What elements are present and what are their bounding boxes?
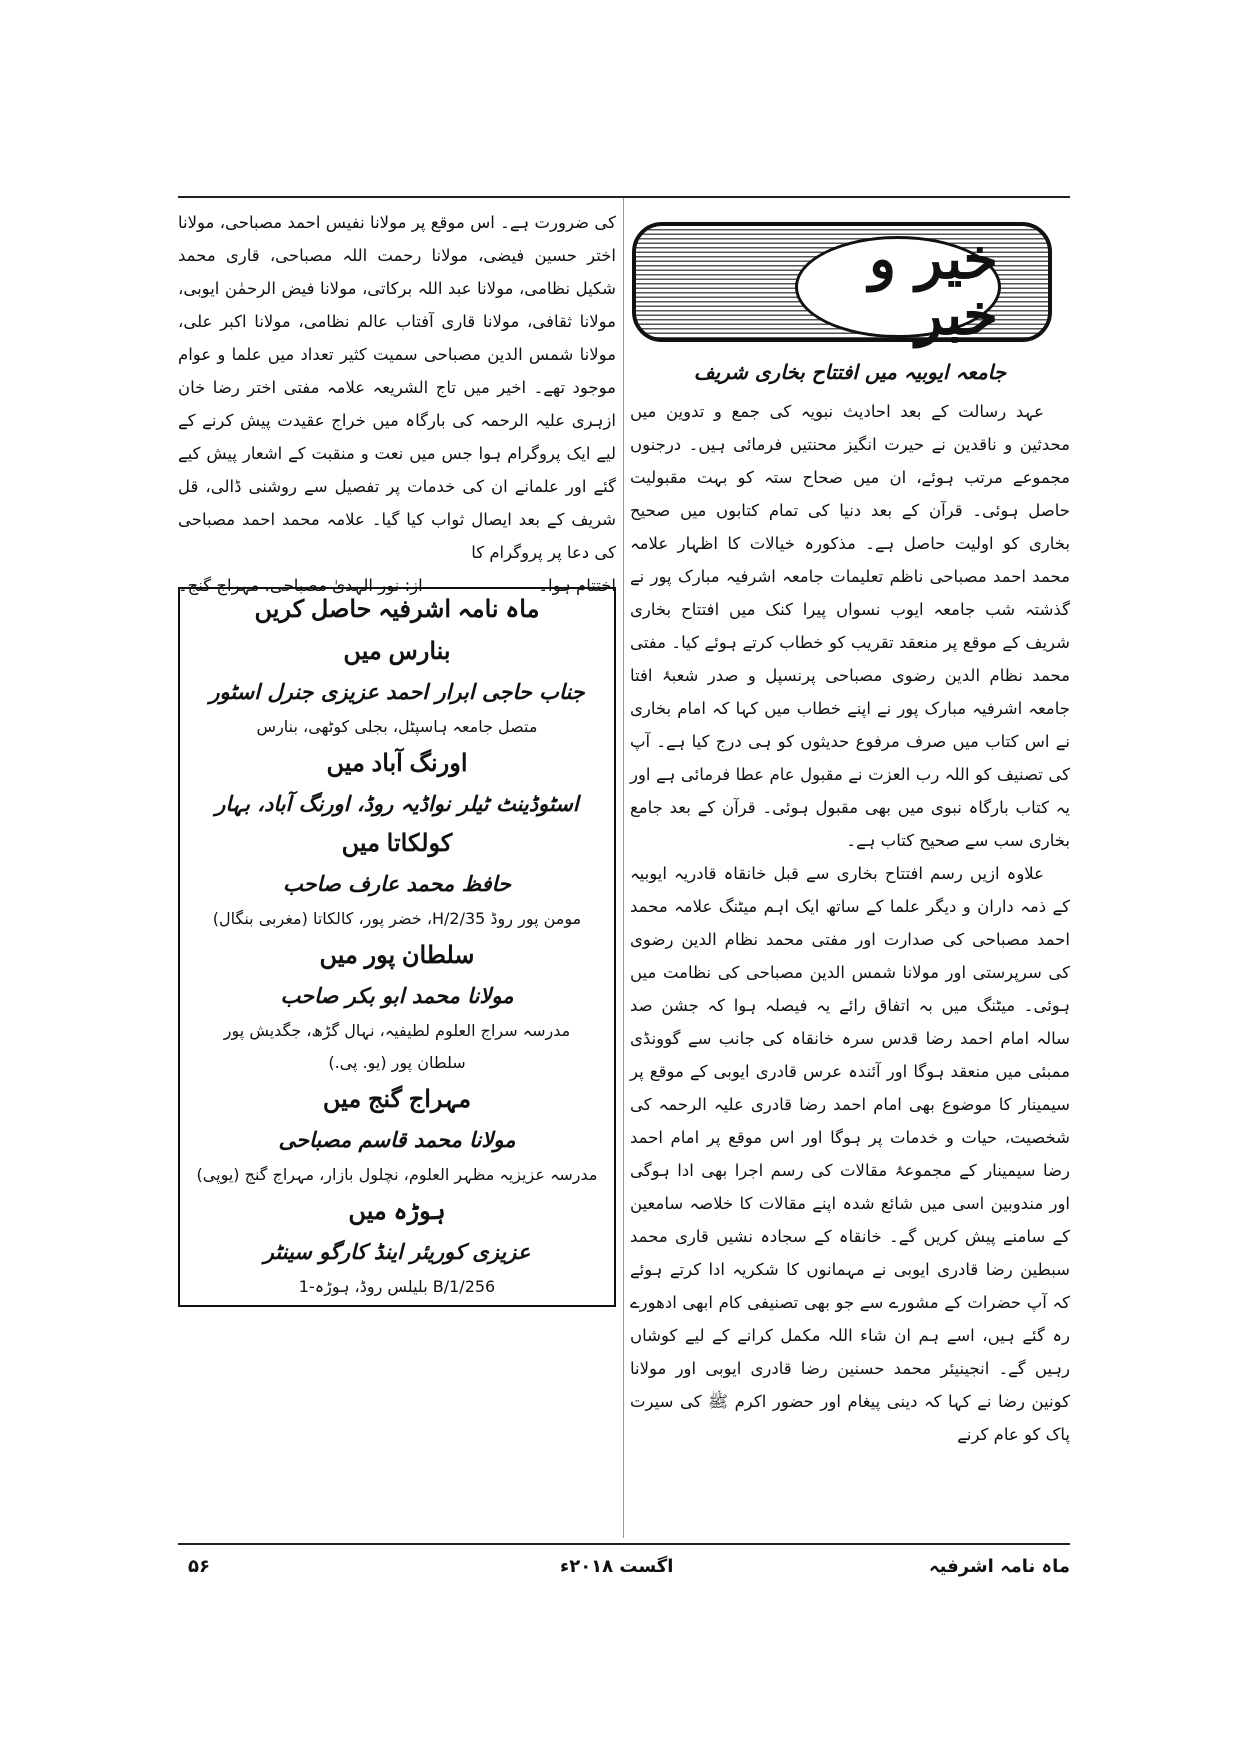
closing-word: اختتام ہوا۔ [538,576,616,595]
agent-address: مدرسہ عزیزیہ مظہر العلوم، نچلول بازار، مہراج گنج (یوپی) [196,1165,598,1184]
footer-date: اگست ۲۰۱۸ء [560,1556,674,1577]
article-paragraph: عہد رسالت کے بعد احادیث نبویہ کی جمع و تدوین میں محدثین و ناقدین نے حیرت انگیز محنتیں فرمائی ہیں۔ درجنوں مجموعے مرتب ہوئے، ان میں صحاح ستہ کو بہت مقبولیت حاصل ہوئی۔ قرآن کے بعد دنیا کی تمام کتابوں میں صحیح بخاری کو اولیت حاصل ہے۔ مذکورہ خیالات کا اظہار علامہ محمد احمد مصباحی ناظم تعلیمات جامعہ اشرفیہ مبارک پور نے گذشتہ شب جامعہ ایوب نسواں پیرا کنک میں افتتاح بخاری شریف کے موقع پر منعقد تقریب کو خطاب کرتے ہوئے کیا۔ مفتی محمد نظام الدین رضوی مصباحی پرنسپل و صدر شعبۂ افتا جامعہ اشرفیہ مبارک پور نے اپنے خطاب میں کہا کہ امام بخاری نے اس کتاب میں صرف مرفوع حدیثوں کو ہی درج کیا ہے۔ آپ کی تصنیف کو اللہ رب العزت نے مقبول عام عطا فرمائی ہے اور یہ کتاب بارگاہ نبوی میں بھی مقبول ہوئی۔ قرآن کے بعد جامع بخاری سب سے صحیح کتاب ہے۔ [630,402,1070,850]
article-paragraph: علاوہ ازیں رسم افتتاح بخاری سے قبل خانقاہ قادریہ ایوبیہ کے ذمہ داران و دیگر علما کے ساتھ ایک اہم میٹنگ علامہ محمد احمد مصباحی کی صدارت اور مفتی محمد نظام الدین رضوی کی سرپرستی اور مولانا شمس الدین مصباحی کی نظامت میں ہوئی۔ میٹنگ میں بہ اتفاق رائے یہ فیصلہ ہوا کہ جشن صد سالہ امام احمد رضا قدس سرہ خانقاہ کی جانب سے گوونڈی ممبئی میں منعقد ہوگا اور آئندہ عرس قادری ایوبی کے موقع پر سیمینار کا موضوع بھی امام احمد رضا قادری علیہ الرحمہ کی شخصیت، حیات و خدمات پر ہوگا اور اس موقع پر امام احمد رضا سیمینار کے مجموعۂ مقالات کی رسم اجرا بھی ادا ہوگی اور مندوبین اسی میں شائع شدہ اپنے مقالات کا خلاصہ سامعین کے سامنے پیش کریں گے۔ خانقاہ کے سجادہ نشیں قاری محمد سبطین رضا قادری ایوبی نے مہمانوں کا شکریہ ادا کرتے ہوئے کہ آپ حضرات کے مشورے سے جو بھی تصنیفی کام ابھی ادھورے رہ گئے ہیں، اسے ہم ان شاء اللہ مکمل کرانے کے لیے کوشاں رہیں گے۔ انجینیئر محمد حسنین رضا قادری ایوبی اور مولانا کونین رضا نے کہا کہ دینی پیغام اور حضور اکرم ﷺ کی سیرت پاک کو عام کرنے [630,864,1070,1444]
distributors-box [178,587,616,1307]
city-heading: ہوڑہ میں [348,1198,446,1225]
top-rule [178,196,1070,198]
banner-title: خیر و خبر [795,236,1001,338]
agent-name: عزیزی کوریئر اینڈ کارگو سینٹر [263,1239,531,1264]
city-heading: مہراج گنج میں [322,1086,472,1113]
city-heading: بنارس میں [343,638,451,665]
agent-address: مدرسہ سراج العلوم لطیفیہ، نہال گڑھ، جگدیش پور [223,1021,571,1040]
city-heading: اورنگ آباد میں [326,750,468,777]
agent-name: جناب حاجی ابرار احمد عزیزی جنرل اسٹور [209,679,585,704]
city-heading: سلطان پور میں [319,942,475,969]
article-heading: جامعہ ایوبیہ میں افتتاح بخاری شریف [693,360,1007,384]
city-heading: کولکاتا میں [341,830,453,857]
box-title: ماہ نامہ اشرفیہ حاصل کریں [254,596,540,623]
agent-address: متصل جامعہ ہاسپٹل، بجلی کوٹھی، بنارس [256,717,538,736]
bottom-rule [178,1543,1070,1545]
agent-address: 256/B/1 بلیلس روڈ، ہوڑہ-1 [298,1277,496,1296]
agent-address: مومن پور روڈ 35/H/2، خضر پور، کالکاتا (مغربی بنگال) [212,909,582,928]
article-body [630,395,1070,1451]
column-divider [623,198,624,1538]
agent-name: حافظ محمد عارف صاحب [283,871,511,896]
continuation-paragraph: کی ضرورت ہے۔ اس موقع پر مولانا نفیس احمد مصباحی، مولانا اختر حسین فیضی، مولانا رحمت اللہ مصباحی، قاری محمد شکیل نظامی، مولانا عبد اللہ برکاتی، مولانا فیض الرحمٰن ایوبی، مولانا ثقافی، مولانا قاری آفتاب عالم نظامی، مولانا اکبر علی، مولانا شمس الدین مصباحی سمیت کثیر تعداد میں علما و عوام موجود تھے۔ اخیر میں تاج الشریعہ علامہ مفتی اختر رضا خان ازہری علیہ الرحمہ کی بارگاہ میں خراج عقیدت پیش کرنے کے لیے ایک پروگرام ہوا جس میں نعت و منقبت کے اشعار پیش کیے گئے اور علمانے ان کی خدمات پر تفصیل سے روشنی ڈالی، قل شریف کے بعد ایصال ثواب کیا گیا۔ علامہ محمد احمد مصباحی کی دعا پر پروگرام کا [178,213,616,562]
agent-name: مولانا محمد ابو بکر صاحب [280,983,514,1008]
footer-page-number: ۵۶ [188,1556,210,1577]
footer-magazine-name: ماہ نامہ اشرفیہ [929,1556,1070,1577]
agent-address: سلطان پور (یو. پی.) [328,1053,466,1072]
continuation-column [178,206,616,602]
agent-name: مولانا محمد قاسم مصباحی [278,1127,516,1152]
author-credit: از: نور الہدیٰ مصباحی، مہراج گنج۔ [178,576,423,595]
agent-name: اسٹوڈینٹ ٹیلر نواڈیہ روڈ، اورنگ آباد، بہار [215,791,579,816]
